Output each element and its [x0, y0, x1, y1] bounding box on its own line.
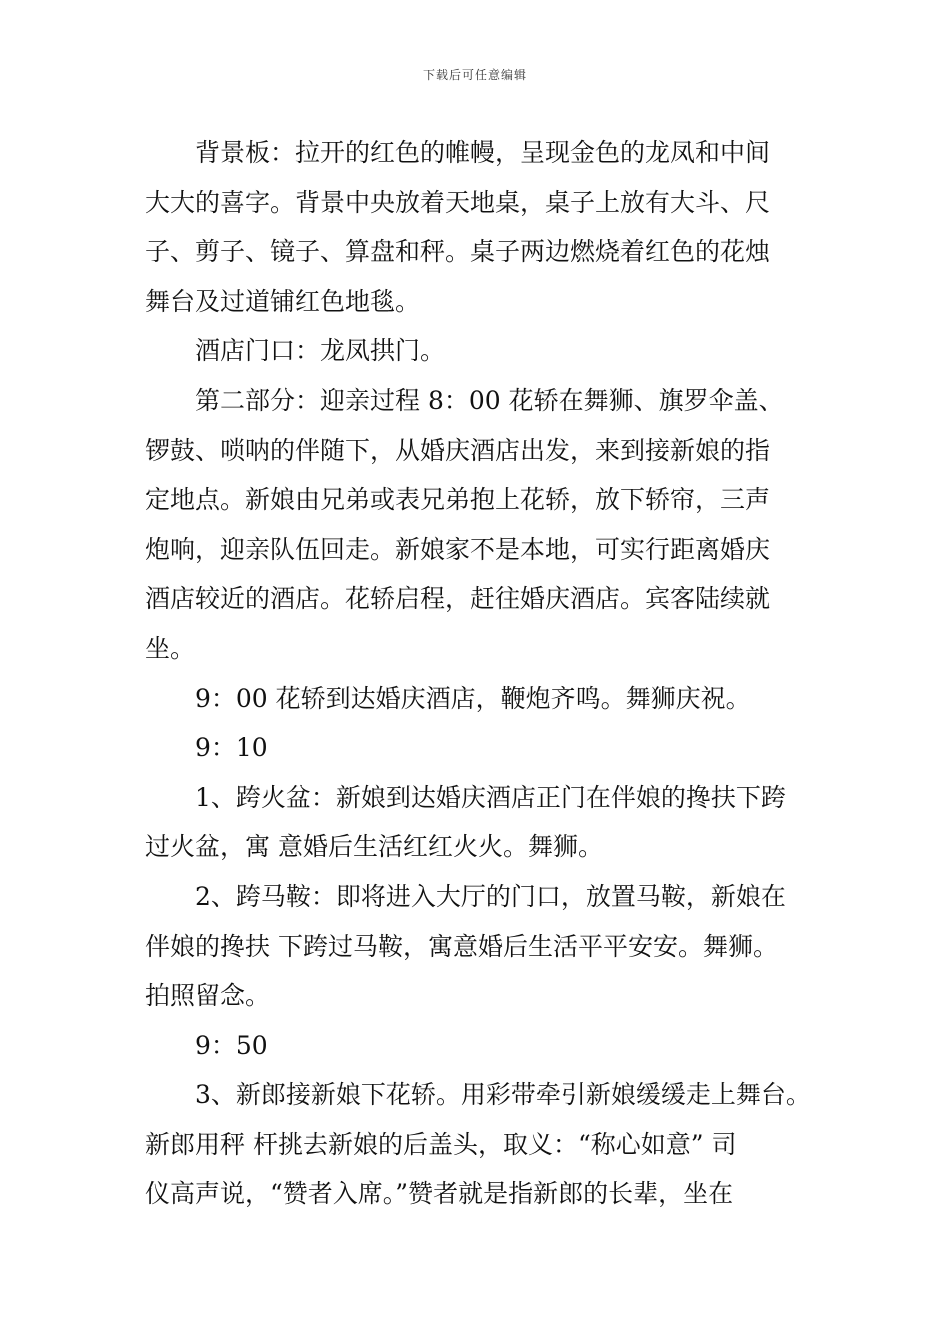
- text-line: 大大的喜字。背景中央放着天地桌，桌子上放有大斗、尺: [145, 187, 771, 217]
- text-line: 定地点。新娘由兄弟或表兄弟抱上花轿，放下轿帘，三声: [145, 485, 771, 515]
- text-line: 炮响，迎亲队伍回走。新娘家不是本地，可实行距离婚庆: [145, 534, 771, 564]
- text-line: 舞台及过道铺红色地毯。: [145, 286, 421, 316]
- text-line: 子、剪子、镜子、算盘和秤。桌子两边燃烧着红色的花烛: [145, 237, 771, 267]
- text-line: 新郎用秤 杆挑去新娘的后盖头，取义：“称心如意” 司: [145, 1129, 737, 1159]
- text-line: 1、跨火盆：新娘到达婚庆酒店正门在伴娘的搀扶下跨: [195, 782, 786, 812]
- text-line: 锣鼓、唢呐的伴随下，从婚庆酒店出发，来到接新娘的指: [145, 435, 771, 465]
- text-line: 酒店较近的酒店。花轿启程，赶往婚庆酒店。宾客陆续就: [145, 584, 771, 614]
- document-body: [145, 128, 815, 1219]
- page-header: 下载后可任意编辑: [422, 68, 527, 82]
- text-line: 第二部分：迎亲过程 8：00 花轿在舞狮、旗罗伞盖、: [195, 385, 784, 415]
- text-line: 伴娘的搀扶 下跨过马鞍，寓意婚后生活平平安安。舞狮。: [145, 931, 778, 961]
- text-line: 拍照留念。: [145, 981, 271, 1011]
- text-line: 过火盆，寓 意婚后生活红红火火。舞狮。: [145, 832, 603, 862]
- text-line: 背景板：拉开的红色的帷幔，呈现金色的龙凤和中间: [195, 138, 771, 167]
- text-line: 坐。: [145, 633, 196, 663]
- text-line: 仪高声说，“赞者入席。”赞者就是指新郎的长辈，坐在: [145, 1179, 734, 1209]
- text-line: 酒店门口：龙凤拱门。: [195, 336, 446, 366]
- text-line: 9：00 花轿到达婚庆酒店，鞭炮齐鸣。舞狮庆祝。: [195, 683, 751, 713]
- text-line: 9：10: [195, 733, 268, 763]
- text-line: 9：50: [195, 1030, 268, 1060]
- text-line: 2、跨马鞍：即将进入大厅的门口，放置马鞍，新娘在: [195, 881, 786, 911]
- text-line: 3、新郎接新娘下花轿。用彩带牵引新娘缓缓走上舞台。: [195, 1080, 811, 1110]
